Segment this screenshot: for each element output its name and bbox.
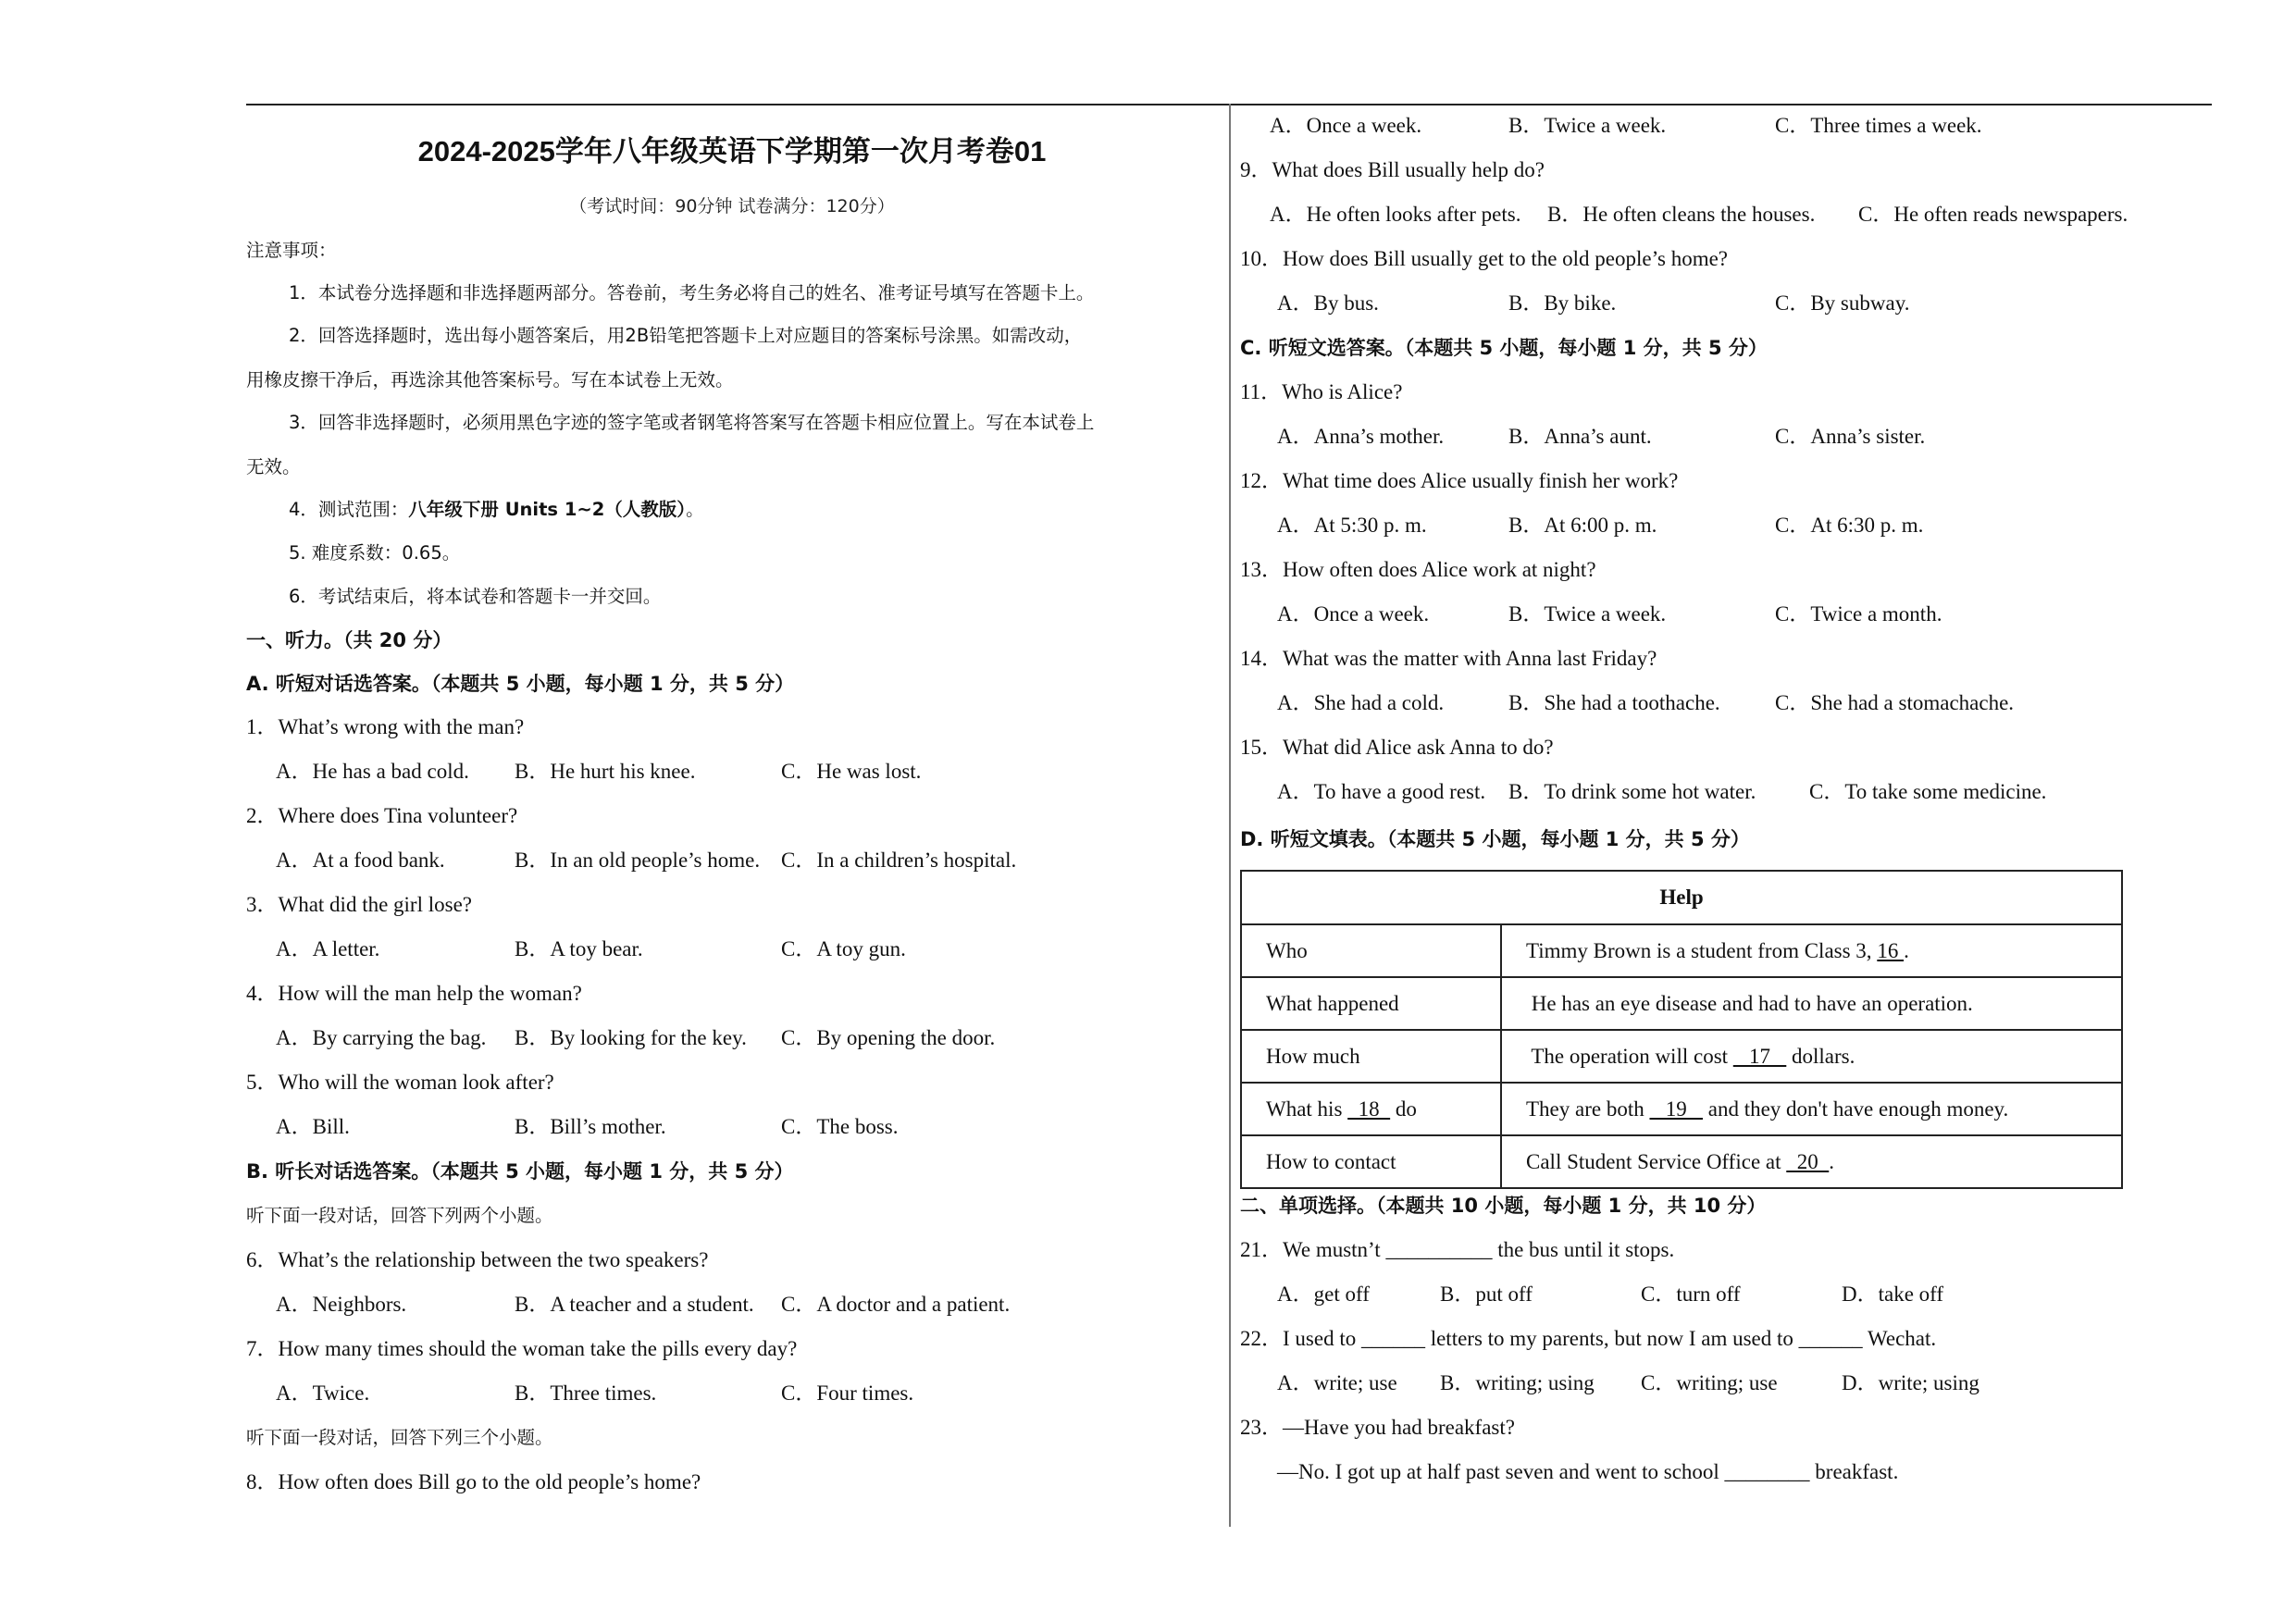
q3-option-b: B．A toy bear.: [515, 937, 643, 960]
scope-suffix: 。: [686, 499, 704, 520]
q9-stem: 9．What does Bill usually help do?: [1240, 158, 1545, 181]
table-header: Help: [1241, 871, 2122, 924]
table-row: [1241, 924, 2122, 977]
q3-stem: 3．What did the girl lose?: [246, 893, 472, 916]
notice-item-1: 1．本试卷分选择题和非选择题两部分。答卷前，考生务必将自己的姓名、准考证号填写在答题卡上。: [289, 282, 1095, 304]
q12-stem: 12．What time does Alice usually finish her work?: [1240, 469, 1679, 492]
table-row: [1241, 1030, 2122, 1083]
q12-option-c: C．At 6:30 p. m.: [1775, 514, 1924, 537]
cell-text: They are both: [1526, 1096, 1650, 1121]
q9-option-a: A．He often looks after pets.: [1270, 203, 1521, 226]
notice-item-2-cont: 用橡皮擦干净后，再选涂其他答案标号。写在本试卷上无效。: [246, 369, 734, 390]
q21-option-d: D．take off: [1842, 1282, 1944, 1306]
notice-item-2: 2．回答选择题时，选出每小题答案后，用2B铅笔把答题卡上对应题目的答案标号涂黑。如需改动，: [289, 325, 1083, 346]
blank-20: 20: [1786, 1149, 1830, 1173]
q1-option-a: A．He has a bad cold.: [276, 760, 469, 783]
table-row-value: [1501, 1083, 2122, 1135]
table-row: [1241, 1135, 2122, 1188]
label-text: What his: [1266, 1096, 1348, 1121]
q5-option-c: C．The boss.: [781, 1115, 899, 1138]
partC-heading: C. 听短文选答案。（本题共 5 小题，每小题 1 分，共 5 分）: [1240, 337, 1768, 359]
q23-reply: —No. I got up at half past seven and went to school ________ breakfast.: [1277, 1460, 1899, 1483]
q7-option-c: C．Four times.: [781, 1381, 914, 1405]
q9-option-b: B．He often cleans the houses.: [1547, 203, 1816, 226]
table-row-value: [1501, 1135, 2122, 1188]
q11-option-a: A．Anna’s mother.: [1277, 425, 1445, 448]
q21-option-c: C．turn off: [1641, 1282, 1741, 1306]
q13-option-a: A．Once a week.: [1277, 602, 1430, 626]
q15-option-c: C．To take some medicine.: [1809, 780, 2047, 803]
blank-17: 17: [1732, 1044, 1787, 1068]
q2-option-b: B．In an old people’s home.: [515, 849, 761, 872]
scope-value: 八年级下册 Units 1~2（人教版）: [408, 499, 687, 520]
instruction-two-questions: 听下面一段对话，回答下列两个小题。: [246, 1205, 553, 1226]
q21-option-b: B．put off: [1440, 1282, 1533, 1306]
section2-heading: 二、单项选择。（本题共 10 小题，每小题 1 分，共 10 分）: [1240, 1195, 1767, 1217]
q14-option-a: A．She had a cold.: [1277, 691, 1445, 714]
q5-stem: 5．Who will the woman look after?: [246, 1071, 554, 1094]
q2-option-a: A．At a food bank.: [276, 849, 445, 872]
q3-option-c: C．A toy gun.: [781, 937, 906, 960]
q4-option-a: A．By carrying the bag.: [276, 1026, 487, 1049]
q23-stem: 23．—Have you had breakfast?: [1240, 1416, 1515, 1439]
q7-stem: 7．How many times should the woman take the pills every day?: [246, 1337, 798, 1360]
label-text-end: do: [1390, 1096, 1417, 1121]
q21-stem: 21．We mustn’t __________ the bus until it stops.: [1240, 1238, 1675, 1261]
table-header-row: [1241, 871, 2122, 924]
q8-option-a: A．Once a week.: [1270, 114, 1422, 137]
section1-heading: 一、听力。（共 20 分）: [246, 629, 453, 651]
notice-item-5: 5. 难度系数：0.65。: [289, 542, 461, 564]
partD-heading: D. 听短文填表。（本题共 5 小题，每小题 1 分，共 5 分）: [1240, 828, 1750, 850]
q11-option-c: C．Anna’s sister.: [1775, 425, 1926, 448]
q4-option-b: B．By looking for the key.: [515, 1026, 747, 1049]
q14-option-b: B．She had a toothache.: [1508, 691, 1720, 714]
table-row-label: What happened: [1241, 977, 1501, 1030]
q8-option-c: C．Three times a week.: [1775, 114, 1982, 137]
q1-option-c: C．He was lost.: [781, 760, 922, 783]
instruction-three-questions: 听下面一段对话，回答下列三个小题。: [246, 1427, 553, 1448]
q5-option-a: A．Bill.: [276, 1115, 350, 1138]
q8-option-b: B．Twice a week.: [1508, 114, 1667, 137]
cell-text-end: dollars.: [1786, 1044, 1855, 1068]
q22-option-a: A．write; use: [1277, 1371, 1397, 1394]
q8-stem: 8．How often does Bill go to the old people’s home?: [246, 1470, 701, 1493]
q22-option-c: C．writing; use: [1641, 1371, 1778, 1394]
q22-option-d: D．write; using: [1842, 1371, 1980, 1394]
q10-stem: 10．How does Bill usually get to the old people’s home?: [1240, 247, 1729, 270]
q4-option-c: C．By opening the door.: [781, 1026, 996, 1049]
q1-stem: 1．What’s wrong with the man?: [246, 715, 525, 738]
scope-label: 4．测试范围：: [289, 499, 409, 520]
exam-info: （考试时间：90分钟 试卷满分：120分）: [569, 196, 895, 217]
q6-stem: 6．What’s the relationship between the two speakers?: [246, 1248, 709, 1271]
q15-option-b: B．To drink some hot water.: [1508, 780, 1756, 803]
q6-option-a: A．Neighbors.: [276, 1293, 407, 1316]
table-row-label: [1241, 1083, 1501, 1135]
cell-text-end: .: [1904, 938, 1909, 962]
table-row-label: How to contact: [1241, 1135, 1501, 1188]
column-divider: [1229, 104, 1231, 1527]
notice-item-3-cont: 无效。: [246, 456, 301, 477]
cell-text: Call Student Service Office at: [1526, 1149, 1787, 1173]
notice-item-6: 6．考试结束后，将本试卷和答题卡一并交回。: [289, 586, 662, 607]
q10-option-c: C．By subway.: [1775, 291, 1910, 315]
q13-option-c: C．Twice a month.: [1775, 602, 1942, 626]
table-row-label: How much: [1241, 1030, 1501, 1083]
notice-item-4: [289, 496, 704, 524]
q11-stem: 11．Who is Alice?: [1240, 380, 1403, 403]
q7-option-b: B．Three times.: [515, 1381, 657, 1405]
blank-19: 19: [1649, 1096, 1703, 1121]
q14-stem: 14．What was the matter with Anna last Friday?: [1240, 647, 1657, 670]
q10-option-b: B．By bike.: [1508, 291, 1617, 315]
q15-option-a: A．To have a good rest.: [1277, 780, 1486, 803]
help-table: [1240, 870, 2123, 1189]
partB-heading: B. 听长对话选答案。（本题共 5 小题，每小题 1 分，共 5 分）: [246, 1160, 794, 1183]
q12-option-a: A．At 5:30 p. m.: [1277, 514, 1427, 537]
blank-16: 16: [1877, 938, 1905, 962]
cell-text-end: and they don't have enough money.: [1702, 1096, 2009, 1121]
q15-stem: 15．What did Alice ask Anna to do?: [1240, 736, 1554, 759]
q6-option-b: B．A teacher and a student.: [515, 1293, 754, 1316]
q3-option-a: A．A letter.: [276, 937, 380, 960]
q10-option-a: A．By bus.: [1277, 291, 1379, 315]
q2-option-c: C．In a children’s hospital.: [781, 849, 1017, 872]
q2-stem: 2．Where does Tina volunteer?: [246, 804, 518, 827]
q4-stem: 4．How will the man help the woman?: [246, 982, 582, 1005]
q9-option-c: C．He often reads newspapers.: [1858, 203, 2128, 226]
q7-option-a: A．Twice.: [276, 1381, 370, 1405]
q6-option-c: C．A doctor and a patient.: [781, 1293, 1011, 1316]
cell-text: Timmy Brown is a student from Class 3,: [1526, 938, 1878, 962]
table-row-value: [1501, 924, 2122, 977]
q5-option-b: B．Bill’s mother.: [515, 1115, 666, 1138]
table-row-value: He has an eye disease and had to have an operation.: [1501, 977, 2122, 1030]
q1-option-b: B．He hurt his knee.: [515, 760, 696, 783]
q22-stem: 22．I used to ______ letters to my parents, but now I am used to ______ Wechat.: [1240, 1327, 1937, 1350]
page-title: 2024-2025学年八年级英语下学期第一次月考卷01: [417, 135, 1047, 167]
table-row: [1241, 977, 2122, 1030]
q14-option-c: C．She had a stomachache.: [1775, 691, 2015, 714]
q12-option-b: B．At 6:00 p. m.: [1508, 514, 1657, 537]
notice-heading: 注意事项：: [246, 240, 337, 261]
table-row-value: [1501, 1030, 2122, 1083]
q11-option-b: B．Anna’s aunt.: [1508, 425, 1652, 448]
notice-item-3: 3．回答非选择题时，必须用黑色字迹的签字笔或者钢笔将答案写在答题卡相应位置上。写在本试卷上: [289, 412, 1095, 433]
table-row-label: Who: [1241, 924, 1501, 977]
cell-text-end: .: [1829, 1149, 1834, 1173]
blank-18: 18: [1347, 1096, 1391, 1121]
q13-option-b: B．Twice a week.: [1508, 602, 1667, 626]
partA-heading: A. 听短对话选答案。（本题共 5 小题，每小题 1 分，共 5 分）: [246, 673, 795, 695]
q13-stem: 13．How often does Alice work at night?: [1240, 558, 1596, 581]
q21-option-a: A．get off: [1277, 1282, 1370, 1306]
cell-text: The operation will cost: [1526, 1044, 1733, 1068]
q22-option-b: B．writing; using: [1440, 1371, 1595, 1394]
table-row: [1241, 1083, 2122, 1135]
